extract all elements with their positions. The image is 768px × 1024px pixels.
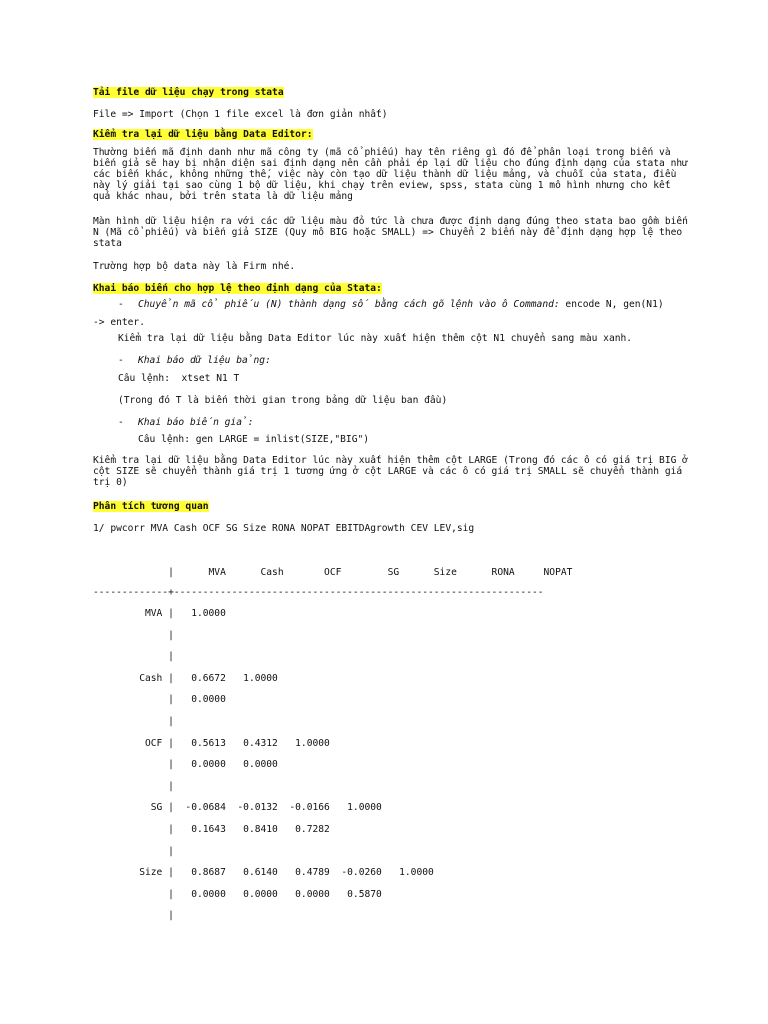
correlation-row: | 0.0000 — [93, 694, 226, 706]
correlation-rule: -------------+---------------------------------------------------------------- — [93, 587, 544, 598]
paragraph-large-column: Kiểm tra lại dữ liệu bằng Data Editor lúc này xuất hiện thêm cột LARGE (Trong đó các ô có giá trị BIG ở cột SIZE sẽ chuyển thành giá trị 1 tương ứng ở cột LARGE và các ô có giá trị SMALL sẽ chuyển thành giá trị 0) — [93, 455, 694, 488]
heading-declare-variables: Khai báo biến cho hợp lệ theo định dạng của Stata: — [93, 283, 382, 294]
correlation-row: | — [93, 780, 174, 792]
bullet-dash: - — [118, 355, 124, 366]
bullet-dummy-command: Câu lệnh: gen LARGE = inlist(SIZE,"BIG") — [138, 434, 370, 445]
bullet-dummy-label: Khai báo biến giả: — [138, 417, 254, 428]
correlation-header: | MVA Cash OCF SG Size RONA NOPAT — [93, 567, 573, 578]
bullet-panel-note: (Trong đó T là biến thời gian trong bảng dữ liệu ban đầu) — [118, 395, 448, 406]
correlation-row: Size | 0.8687 0.6140 0.4789 -0.0260 1.0000 — [93, 867, 434, 879]
correlation-row: | — [93, 629, 174, 641]
correlation-row: OCF | 0.5613 0.4312 1.0000 — [93, 737, 330, 749]
check-n1: Kiểm tra lại dữ liệu bằng Data Editor lúc này xuất hiện thêm cột N1 chuyển sang màu xanh. — [118, 333, 633, 344]
correlation-row: Cash | 0.6672 1.0000 — [93, 672, 278, 684]
bullet-panel-label: Khai báo dữ liệu bảng: — [138, 355, 271, 366]
heading-data-editor: Kiểm tra lại dữ liệu bằng Data Editor: — [93, 129, 313, 140]
correlation-row: | — [93, 651, 174, 663]
heading-correlation: Phân tích tương quan — [93, 501, 209, 512]
correlation-row: | 0.0000 0.0000 0.0000 0.5870 — [93, 888, 382, 900]
pwcorr-command: 1/ pwcorr MVA Cash OCF SG Size RONA NOPAT EBITDAgrowth CEV LEV,sig — [93, 523, 475, 534]
bullet-panel-command: Câu lệnh: xtset N1 T — [118, 373, 240, 384]
bullet-dash: - — [118, 299, 124, 310]
paragraph-red-data: Màn hình dữ liệu hiện ra với các dữ liệu màu đỏ tức là chưa được định dạng đúng theo stata bao gồm biến N (Mã cổ phiếu) và biến giả SIZE (Quy mô BIG hoặc SMALL) => Chuyển 2 biến này để định dạng hợp lệ theo stata — [93, 216, 700, 249]
paragraph-explanation: Thường biến mã định danh như mã công ty (mã cổ phiếu) hay tên riêng gì đó để phân loại trong biến và biến giả sẽ hay bị nhận diện sai định dạng nên cần phải ép lại dữ liệu cho đúng định dạng của stata như các biến khác, không những thế, việc này còn tạo dữ liệu thành dữ liệu mảng, và chuỗi của stata, điều này lý giải tại sao cùng 1 bộ dữ liệu, khi chạy trên eview, spss, stata cùng 1 mô hình nhưng cho kết quả khác nhau, bởi trên stata là dữ liệu mảng — [93, 147, 694, 202]
heading-import: Tải file dữ liệu chạy trong stata — [93, 87, 284, 98]
correlation-row: | 0.0000 0.0000 — [93, 759, 278, 771]
correlation-row: MVA | 1.0000 — [93, 608, 226, 619]
correlation-row: | — [93, 910, 174, 922]
correlation-row: SG | -0.0684 -0.0132 -0.0166 1.0000 — [93, 802, 382, 814]
correlation-table — [93, 608, 693, 928]
import-instruction: File => Import (Chọn 1 file excel là đơn giản nhất) — [93, 109, 388, 120]
correlation-row: | 0.1643 0.8410 0.7282 — [93, 824, 330, 835]
bullet-encode-continued: -> enter. — [93, 317, 145, 328]
bullet-encode: Chuyển mã cổ phiếu (N) thành dạng số bằng cách gõ lệnh vào ô Command: encode N, gen(N1) — [138, 299, 664, 310]
paragraph-firm: Trường hợp bộ data này là Firm nhé. — [93, 261, 296, 272]
bullet-dash: - — [118, 417, 124, 428]
correlation-row: | — [93, 845, 174, 857]
correlation-row: | — [93, 716, 174, 727]
